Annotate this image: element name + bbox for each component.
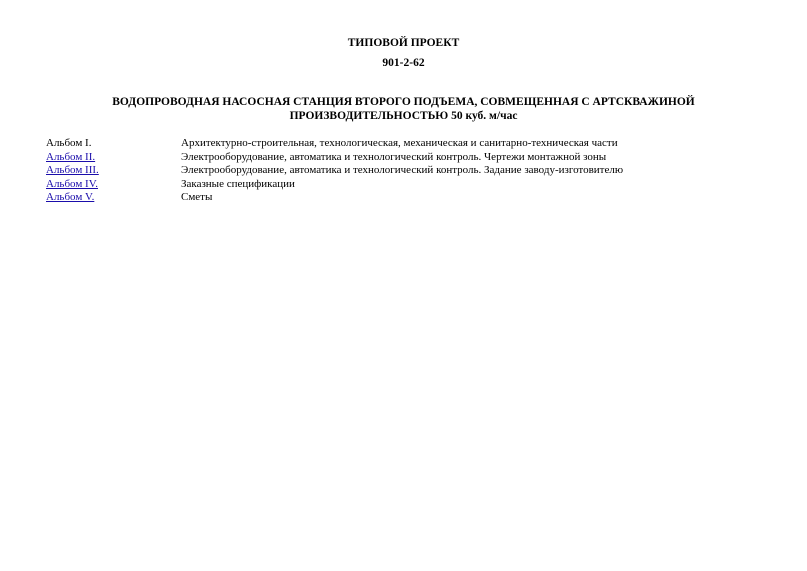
album-row-1 bbox=[46, 137, 766, 151]
album-name-1: Альбом I. bbox=[46, 137, 92, 149]
album-link-4[interactable]: Альбом IV. bbox=[46, 177, 98, 190]
album-description-2: Электрооборудование, автоматика и технологический контроль. Чертежи монтажной зоны bbox=[181, 150, 607, 163]
album-link-2[interactable]: Альбом II. bbox=[46, 150, 96, 163]
album-row-3 bbox=[46, 164, 766, 178]
album-row-5 bbox=[46, 191, 766, 205]
album-row-2 bbox=[46, 151, 766, 165]
project-title: ВОДОПРОВОДНАЯ НАСОСНАЯ СТАНЦИЯ ВТОРОГО ПОДЪЕМА, СОВМЕЩЕННАЯ С АРТСКВАЖИНОЙ ПРОИЗВОДИТЕЛЬНОСТЬЮ 50 куб. м/час bbox=[112, 96, 695, 122]
album-description-1: Архитектурно-строительная, технологическая, механическая и санитарно-техническая части bbox=[181, 137, 618, 149]
album-description-4: Заказные спецификации bbox=[181, 177, 295, 190]
album-link-3[interactable]: Альбом III. bbox=[46, 164, 99, 177]
album-link-5[interactable]: Альбом V. bbox=[46, 191, 95, 204]
album-description-5: Сметы bbox=[181, 191, 213, 204]
album-row-4 bbox=[46, 178, 766, 192]
project-type-heading: ТИПОВОЙ ПРОЕКТ bbox=[347, 37, 460, 49]
album-list bbox=[46, 137, 766, 205]
album-description-3: Электрооборудование, автоматика и технологический контроль. Задание заводу-изготовителю bbox=[181, 164, 624, 177]
project-code: 901-2-62 bbox=[382, 57, 425, 69]
